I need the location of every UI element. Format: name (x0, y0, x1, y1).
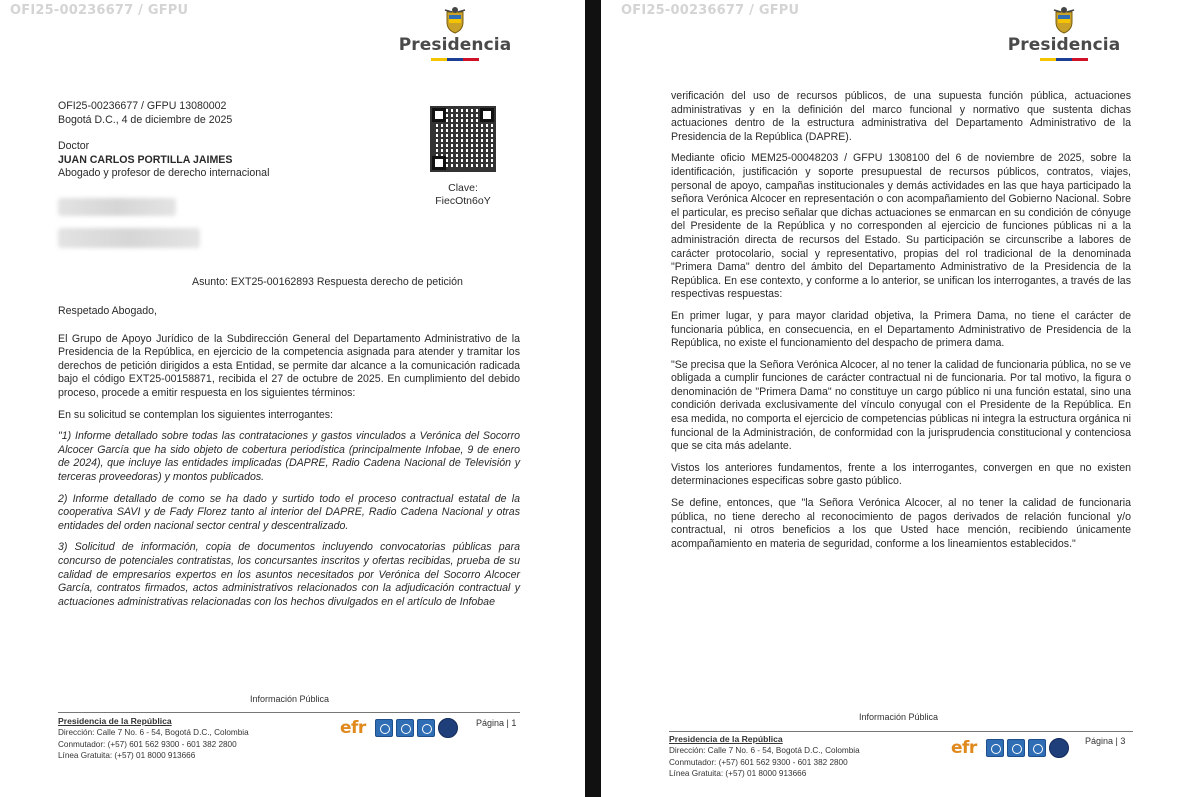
footer-rule (669, 731, 1133, 732)
footer-rule (58, 712, 520, 713)
coat-of-arms-icon (442, 6, 468, 34)
asunto-line: Asunto: EXT25-00162893 Respuesta derecho de petición (192, 276, 463, 288)
presidencia-logo (390, 6, 520, 61)
body-paragraph: Se define, entonces, que "la Señora Verónica Alcocer, al no tener la calidad de funcionaria pública, no tiene derecho al reconocimiento de pagos derivados de relación funcional y/o contractual, ni otros beneficios a los que Usted hace mención, recibiendo únicamente acompañamiento en materia de seguridad, conforme a los lineamientos establecidos." (671, 497, 1131, 550)
page-divider (585, 0, 601, 797)
info-publica-label: Información Pública (250, 694, 330, 704)
certification-seal-icon (438, 718, 458, 738)
page-number: Página | 1 (476, 718, 517, 728)
qr-code (430, 106, 496, 172)
body-paragraph: Mediante oficio MEM25-00048203 / GFPU 1308100 del 6 de noviembre de 2025, sobre la identificación, justificación y soporte presupuestal de recursos públicos, contratos, viajes, personal de apoyo, campañas institucionales y demás actividades en las que haya participado la señora Verónica Alcocer en representación o con acompañamiento del Gobierno Nacional. Sobre el particular, es preciso señalar que dichas actuaciones se enmarcan en su condición de cónyuge del Presidente de la República y no corresponden al ejercicio de funciones públicas ni a la administración directa de recursos del Estado. Su participación se circunscribe a labores de carácter protocolario, social y representativo, propias del rol tradicional de la denominada "Primera Dama" dentro del ámbito del Departamento Administrativo de la Presidencia de la República. En ese contexto, y conforme a lo anterior, se unifican los interrogantes, a través de las respectivas respuestas: (671, 152, 1131, 301)
certification-badge-icon (396, 719, 414, 737)
footer-title: Presidencia de la República (58, 716, 172, 726)
document-page-1 (0, 0, 585, 797)
body-paragraph: En su solicitud se contemplan los siguientes interrogantes: (58, 408, 334, 421)
recipient-name: JUAN CARLOS PORTILLA JAIMES (58, 153, 233, 166)
footer-phone: Conmutador: (+57) 601 562 9300 - 601 382 2800 (669, 757, 848, 767)
body-paragraph: El Grupo de Apoyo Jurídico de la Subdirección General del Departamento Administrativo de la Presidencia de la República, en ejercicio de la competencia asignada para atender y tramitar los derechos de petición dirigidos a esta Entidad, se permite dar alcance a la comunicación radicada bajo el código EXT25-00158871, recibida el 27 de octubre de 2025. En cumplimiento del debido proceso, procede a emitir respuesta en los siguientes términos: (58, 332, 520, 399)
reference-number: OFI25-00236677 / GFPU 13080002 (58, 100, 227, 112)
page-number: Página | 3 (1085, 736, 1126, 746)
recipient-role: Abogado y profesor de derecho internacional (58, 167, 270, 180)
body-paragraph: En primer lugar, y para mayor claridad objetiva, la Primera Dama, no tiene el carácter de funcionaria pública, en consecuencia, en el Departamento Administrativo de Presidencia de la República, no existe el funcionamiento del despacho de primera dama. (671, 309, 1131, 350)
certification-badge-icon (375, 719, 393, 737)
certification-badge-icon (1007, 739, 1025, 757)
certification-badges (951, 738, 1069, 758)
certification-badge-icon (1028, 739, 1046, 757)
presidencia-logo (999, 6, 1129, 61)
place-date: Bogotá D.C., 4 de diciembre de 2025 (58, 113, 233, 126)
redacted-block (58, 198, 176, 216)
page-footer (669, 734, 860, 779)
certification-badge-icon (417, 719, 435, 737)
logo-text: Presidencia (398, 35, 512, 55)
letter-body (58, 305, 520, 617)
document-page-3 (601, 0, 1200, 797)
flag-bar (431, 58, 479, 61)
flag-bar (1040, 58, 1088, 61)
salutation-title: Doctor (58, 140, 90, 153)
question-paragraph: 2) Informe detallado de como se ha dado y surtido todo el proceso contractual estatal de la cooperativa SAVI y de Fady Florez tanto al interior del DAPRE, Radio Cadena Nacional y otras entidades del orden nacional sector central y descentralizado. (58, 492, 520, 532)
coat-of-arms-icon (1051, 6, 1077, 34)
info-publica-label: Información Pública (859, 712, 939, 722)
footer-title: Presidencia de la República (669, 734, 783, 744)
footer-toll-free: Línea Gratuita: (+57) 01 8000 913666 (58, 750, 196, 760)
efr-logo: efr (951, 738, 977, 758)
page-footer (58, 716, 249, 761)
certification-badges (340, 718, 458, 738)
certification-seal-icon (1049, 738, 1069, 758)
document-watermark: OFI25-00236677 / GFPU (621, 3, 800, 18)
clave-value: FiecOtn6oY (435, 195, 491, 207)
document-watermark: OFI25-00236677 / GFPU (10, 3, 189, 18)
body-paragraph: Vistos los anteriores fundamentos, frente a los interrogantes, convergen en que no existen determinaciones especificas sobre gasto público. (671, 461, 1131, 488)
greeting: Respetado Abogado, (58, 305, 157, 317)
footer-address: Dirección: Calle 7 No. 6 - 54, Bogotá D.C., Colombia (58, 728, 249, 738)
question-paragraph: 3) Solicitud de información, copia de documentos incluyendo convocatorias públicas para concurso de potenciales contratistas, los concursantes inscritos y ofertas recibidas, prueba de su calidad de empresarios expertos en los asuntos necesitados por Verónica del Socorro Alcocer García, contratos firmados, actos administrativos relacionados con la adjudicación contractual y actuaciones administrativas relacionadas con los hechos divulgados en el artículo de Infobae (58, 541, 520, 608)
footer-toll-free: Línea Gratuita: (+57) 01 8000 913666 (669, 768, 807, 778)
footer-phone: Conmutador: (+57) 601 562 9300 - 601 382 2800 (58, 739, 237, 749)
body-paragraph: "Se precisa que la Señora Verónica Alcocer, al no tener la calidad de funcionaria pública, no se ve obligada a cumplir funciones de carácter contractual ni de funcionaria. Por tal motivo, la figura o denominación de "Primera Dama" no constituye un cargo público ni una función estatal, sino una condición derivada exclusivamente del vínculo conyugal con el Presidente de la República. En esa medida, no comporta el ejercicio de competencias públicas ni integra la estructura orgánica ni funcional de la Administración, de conformidad con la jurisprudencia constitucional y contenciosa que se cita más adelante. (671, 358, 1131, 453)
question-paragraph: "1) Informe detallado sobre todas las contrataciones y gastos vinculados a Verónica del Socorro Alcocer García que ha sido objeto de cobertura periodística (principalmente Infobae, 9 de enero de 2024), que incluye las entidades implicadas (DAPRE, Radio Cadena Nacional de Televisión y terceras proveedoras) y montos publicados. (58, 430, 520, 483)
body-paragraph: verificación del uso de recursos públicos, de una supuesta función pública, actuaciones administrativas y en la definición del marco funcional y normativo que sustenta dichas actuaciones dentro de la estructura administrativa del Departamento Administrativo de la Presidencia de la República (DAPRE). (671, 90, 1131, 143)
footer-address: Dirección: Calle 7 No. 6 - 54, Bogotá D.C., Colombia (669, 746, 860, 756)
redacted-block (58, 228, 200, 248)
clave-label: Clave: FiecOtn6oY (418, 182, 508, 208)
letter-body (671, 90, 1131, 559)
certification-badge-icon (986, 739, 1004, 757)
logo-text: Presidencia (1007, 35, 1121, 55)
efr-logo: efr (340, 718, 366, 738)
